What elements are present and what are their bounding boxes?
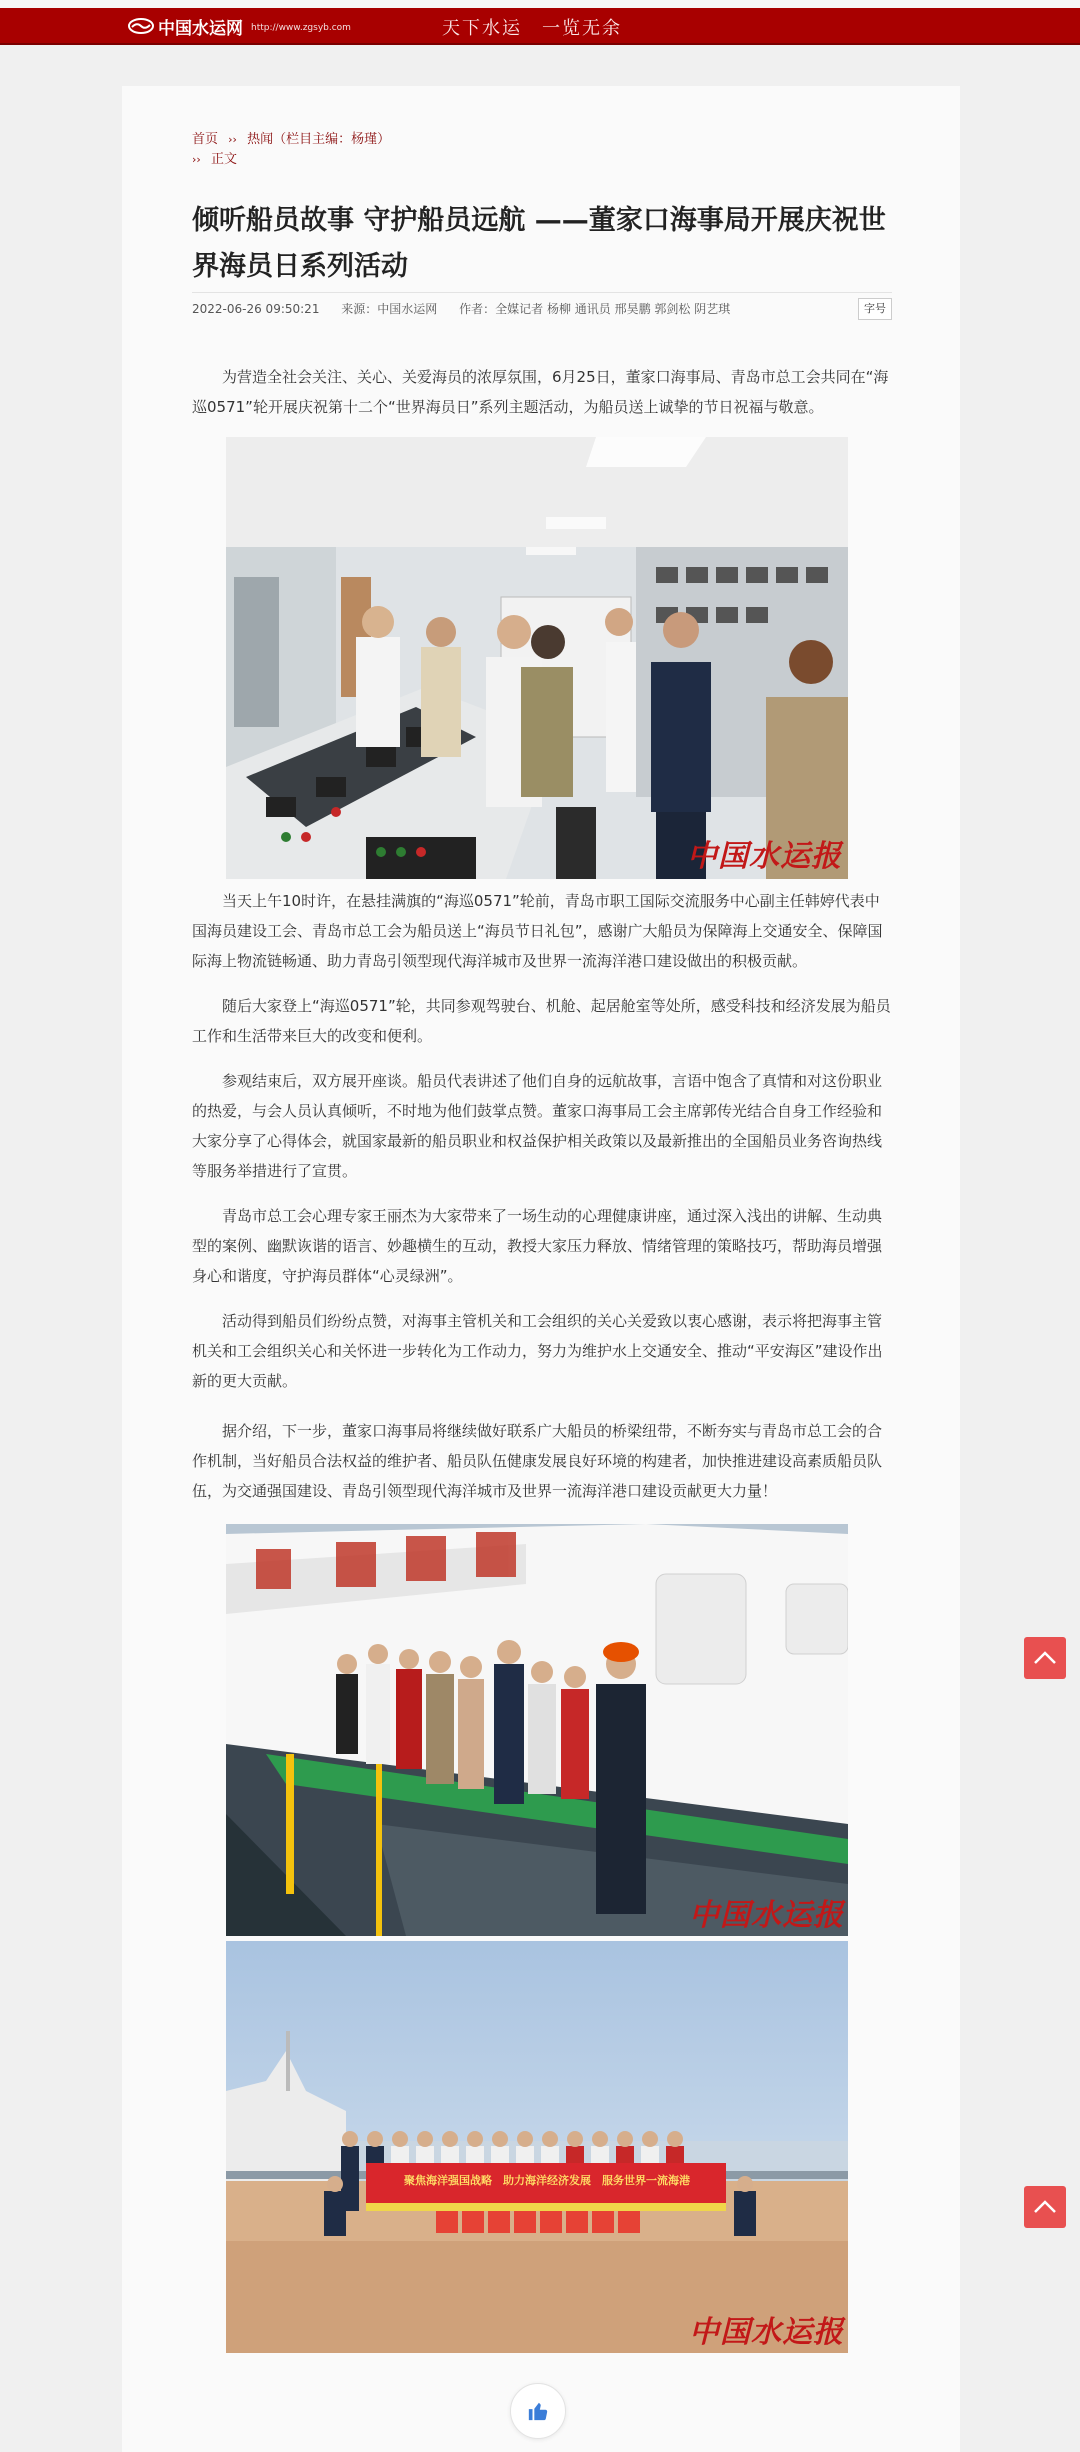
top-stripe	[0, 0, 1080, 8]
article-paragraph: 青岛市总工会心理专家王丽杰为大家带来了一场生动的心理健康讲座，通过深入浅出的讲解、生动典型的案例、幽默诙谐的语言、妙趣横生的互动，教授大家压力释放、情绪管理的策略技巧，帮助海员增强身心和谐度，守护海员群体“心灵绿洲”。	[192, 1207, 883, 1285]
article-paragraph: 当天上午10时许，在悬挂满旗的“海巡0571”轮前，青岛市职工国际交流服务中心副主任韩婷代表中国海员建设工会、青岛市总工会为船员送上“海员节日礼包”，感谢广大船员为保障海上交通安全、保障国际海上物流链畅通、助力青岛引领型现代海洋城市及世界一流海洋港口建设做出的积极贡献。	[192, 892, 883, 970]
article-paragraph: 为营造全社会关注、关心、关爱海员的浓厚氛围，6月25日，董家口海事局、青岛市总工会共同在“海巡0571”轮开展庆祝第十二个“世界海员日”系列主题活动，为船员送上诚挚的节日祝福与敬意。	[192, 368, 889, 416]
chevron-up-icon	[1032, 2199, 1058, 2215]
site-url: http://www.zgsyb.com	[251, 23, 351, 33]
back-to-top-button[interactable]	[1024, 2186, 1066, 2228]
breadcrumb-separator: ››	[192, 153, 201, 166]
logo-wave-icon	[128, 17, 154, 35]
site-name: 中国水运网	[158, 18, 243, 39]
site-logo[interactable]	[128, 12, 351, 40]
breadcrumb	[192, 131, 390, 169]
thumbs-up-icon	[527, 2400, 549, 2422]
article-photo-control-room	[226, 437, 848, 879]
chevron-up-icon	[1032, 1650, 1058, 1666]
article-title: 倾听船员故事 守护船员远航 ——董家口海事局开展庆祝世界海员日系列活动	[192, 205, 886, 282]
breadcrumb-current[interactable]: 正文	[210, 152, 237, 167]
like-button[interactable]	[510, 2383, 566, 2439]
article-meta	[192, 292, 892, 324]
site-slogan: 天下水运 一览无余	[442, 18, 622, 39]
group-banner-text: 聚焦海洋强国战略 助力海洋经济发展 服务世界一流海港	[404, 2174, 690, 2187]
breadcrumb-home[interactable]: 首页	[192, 132, 219, 147]
article-source: 来源：中国水运网	[341, 302, 438, 316]
watermark-logo: 中国水运报	[687, 839, 842, 874]
site-header	[0, 8, 1080, 45]
back-to-top-button[interactable]	[1024, 1637, 1066, 1679]
font-size-button[interactable]: 字号	[858, 298, 892, 320]
article-paragraph: 参观结束后，双方展开座谈。船员代表讲述了他们自身的远航故事，言语中饱含了真情和对这份职业的热爱，与会人员认真倾听，不时地为他们鼓掌点赞。董家口海事局工会主席郭传光结合自身工作经验和大家分享了心得体会，就国家最新的船员职业和权益保护相关政策以及最新推出的全国船员业务咨询热线等服务举措进行了宣贯。	[192, 1072, 883, 1180]
watermark-logo: 中国水运报	[689, 2315, 844, 2350]
article-date: 2022-06-26 09:50:21	[192, 302, 320, 316]
breadcrumb-section[interactable]: 热闻（栏目主编：杨瑾）	[247, 132, 391, 147]
article-paragraph: 活动得到船员们纷纷点赞，对海事主管机关和工会组织的关心关爱致以衷心感谢，表示将把海事主管机关和工会组织关心和关怀进一步转化为工作动力，努力为维护水上交通安全、推动“平安海区”建设作出新的更大贡献。	[192, 1312, 883, 1390]
article-authors: 作者：全媒记者 杨柳 通讯员 邢昊鹏 郭剑松 阴艺琪	[459, 302, 731, 316]
article-paragraph: 随后大家登上“海巡0571”轮，共同参观驾驶台、机舱、起居舱室等处所，感受科技和经济发展为船员工作和生活带来巨大的改变和便利。	[192, 997, 891, 1045]
watermark-logo: 中国水运报	[689, 1898, 844, 1933]
breadcrumb-separator: ››	[228, 133, 237, 146]
article-photo-deck	[226, 1524, 848, 1936]
article-card	[122, 86, 960, 2452]
article-photo-group-banner	[226, 1941, 848, 2353]
article-paragraph: 据介绍，下一步，董家口海事局将继续做好联系广大船员的桥梁纽带，不断夯实与青岛市总工会的合作机制，当好船员合法权益的维护者、船员队伍健康发展良好环境的构建者，加快推进建设高素质船员队伍，为交通强国建设、青岛引领型现代海洋城市及世界一流海洋港口建设贡献更大力量！	[192, 1422, 883, 1500]
